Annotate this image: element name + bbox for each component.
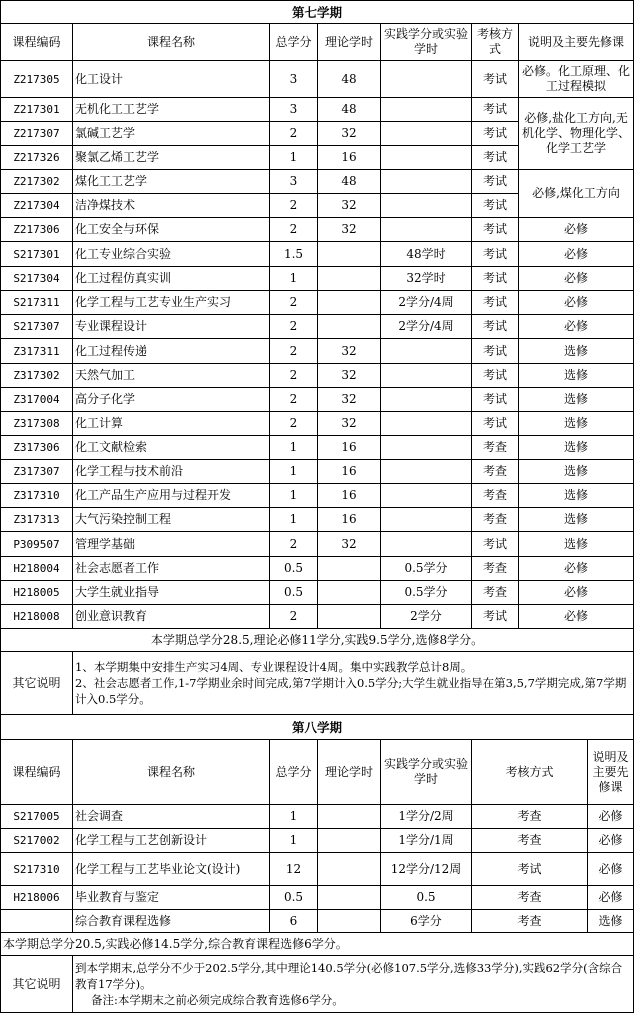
- course-code: Z317004: [1, 388, 73, 412]
- course-total-credits: 0.5: [270, 886, 318, 910]
- course-total-credits: 3: [270, 61, 318, 98]
- course-theory-hours: 16: [318, 484, 381, 508]
- course-theory-hours: [318, 557, 381, 581]
- course-total-credits: 2: [270, 291, 318, 315]
- course-name: 管理学基础: [73, 532, 270, 557]
- table-row: [1, 460, 634, 484]
- other-notes-label: 其它说明: [1, 956, 73, 1013]
- course-name: 大气污染控制工程: [73, 508, 270, 532]
- course-code: S217307: [1, 315, 73, 339]
- header-code: 课程编码: [1, 740, 73, 805]
- course-name: 煤化工工艺学: [73, 170, 270, 194]
- course-exam-method: 考查: [472, 886, 588, 910]
- course-theory-hours: 32: [318, 364, 381, 388]
- course-theory-hours: 16: [318, 146, 381, 170]
- course-practice: [381, 194, 472, 218]
- course-total-credits: 2: [270, 315, 318, 339]
- header-practice: 实践学分或实验学时: [381, 740, 472, 805]
- course-code: S217301: [1, 242, 73, 267]
- course-name: 大学生就业指导: [73, 581, 270, 605]
- course-remark: 选修: [519, 339, 634, 364]
- course-theory-hours: 32: [318, 339, 381, 364]
- course-remark: 必修,煤化工方向: [519, 170, 634, 218]
- course-theory-hours: 48: [318, 98, 381, 122]
- course-exam-method: 考试: [472, 242, 519, 267]
- course-theory-hours: 32: [318, 122, 381, 146]
- course-name: 毕业教育与鉴定: [73, 886, 270, 910]
- table-row: [1, 267, 634, 291]
- course-code: P309507: [1, 532, 73, 557]
- course-code: S217005: [1, 805, 73, 829]
- other-notes: [73, 652, 634, 715]
- course-total-credits: 1: [270, 508, 318, 532]
- course-name: 无机化工工艺学: [73, 98, 270, 122]
- course-remark: 必修: [519, 557, 634, 581]
- table-row: [1, 581, 634, 605]
- other-notes-line-1: 到本学期末,总学分不少于202.5学分,其中理论140.5学分(必修107.5学分,选修33学分),实践62学分(含综合教育17学分)。: [75, 961, 623, 991]
- course-exam-method: 考查: [472, 484, 519, 508]
- course-practice: 1学分/2周: [381, 805, 472, 829]
- other-notes-label: 其它说明: [1, 652, 73, 715]
- header-practice: 实践学分或实验学时: [381, 24, 472, 61]
- course-remark: 必修,盐化工方向,无机化学、物理化学、化学工艺学: [519, 98, 634, 170]
- course-exam-method: 考试: [472, 170, 519, 194]
- course-remark: 选修: [519, 532, 634, 557]
- course-name: 聚氯乙烯工艺学: [73, 146, 270, 170]
- course-exam-method: 考试: [472, 388, 519, 412]
- course-theory-hours: 32: [318, 532, 381, 557]
- course-exam-method: 考查: [472, 460, 519, 484]
- course-code: Z317308: [1, 412, 73, 436]
- course-name: 天然气加工: [73, 364, 270, 388]
- course-code: S217310: [1, 853, 73, 886]
- course-remark: 必修: [519, 291, 634, 315]
- course-theory-hours: 16: [318, 460, 381, 484]
- course-remark: 必修: [588, 886, 634, 910]
- course-exam-method: 考查: [472, 557, 519, 581]
- course-total-credits: 2: [270, 339, 318, 364]
- course-name: 化工安全与环保: [73, 218, 270, 242]
- course-practice: [381, 484, 472, 508]
- course-total-credits: 0.5: [270, 557, 318, 581]
- course-practice: [381, 508, 472, 532]
- course-name: 化工设计: [73, 61, 270, 98]
- course-remark: 选修: [519, 508, 634, 532]
- course-total-credits: 6: [270, 910, 318, 933]
- course-total-credits: 2: [270, 364, 318, 388]
- course-total-credits: 1: [270, 484, 318, 508]
- header-name: 课程名称: [73, 24, 270, 61]
- table-row: [1, 218, 634, 242]
- course-code: H218005: [1, 581, 73, 605]
- header-exam: 考核方式: [472, 24, 519, 61]
- course-practice: 2学分/4周: [381, 315, 472, 339]
- course-code: Z317302: [1, 364, 73, 388]
- course-total-credits: 1: [270, 436, 318, 460]
- course-theory-hours: [318, 267, 381, 291]
- course-theory-hours: [318, 242, 381, 267]
- table-row: [1, 364, 634, 388]
- course-practice: 0.5: [381, 886, 472, 910]
- semester-7-summary: 本学期总学分28.5,理论必修11学分,实践9.5学分,选修8学分。: [1, 629, 634, 652]
- table-row: [1, 484, 634, 508]
- course-exam-method: 考试: [472, 315, 519, 339]
- course-theory-hours: [318, 291, 381, 315]
- course-remark: 必修: [519, 267, 634, 291]
- course-exam-method: 考试: [472, 122, 519, 146]
- course-practice: [381, 532, 472, 557]
- course-code: Z217302: [1, 170, 73, 194]
- table-row: [1, 910, 634, 933]
- course-practice: 0.5学分: [381, 581, 472, 605]
- course-practice: [381, 436, 472, 460]
- table-row: [1, 339, 634, 364]
- course-theory-hours: 32: [318, 218, 381, 242]
- course-total-credits: 2: [270, 218, 318, 242]
- course-name: 洁净煤技术: [73, 194, 270, 218]
- course-exam-method: 考查: [472, 436, 519, 460]
- table-row: [1, 291, 634, 315]
- course-remark: 必修: [519, 242, 634, 267]
- course-theory-hours: 32: [318, 194, 381, 218]
- course-exam-method: 考试: [472, 98, 519, 122]
- course-name: 社会调查: [73, 805, 270, 829]
- course-theory-hours: [318, 853, 381, 886]
- course-code: Z317306: [1, 436, 73, 460]
- course-total-credits: 2: [270, 532, 318, 557]
- semester-8-title: 第八学期: [1, 715, 634, 740]
- course-theory-hours: 48: [318, 170, 381, 194]
- course-exam-method: 考查: [472, 508, 519, 532]
- course-practice: 32学时: [381, 267, 472, 291]
- course-code: S217311: [1, 291, 73, 315]
- course-exam-method: 考查: [472, 805, 588, 829]
- course-remark: 选修: [588, 910, 634, 933]
- course-total-credits: 1: [270, 829, 318, 853]
- course-practice: [381, 146, 472, 170]
- course-total-credits: 2: [270, 412, 318, 436]
- header-remark: 说明及主要先修课: [519, 24, 634, 61]
- other-notes: [73, 956, 634, 1013]
- course-remark: 必修: [588, 853, 634, 886]
- header-total: 总学分: [270, 740, 318, 805]
- table-row: [1, 829, 634, 853]
- course-total-credits: 2: [270, 605, 318, 629]
- course-exam-method: 考查: [472, 829, 588, 853]
- table-row: [1, 388, 634, 412]
- course-name: 化工专业综合实验: [73, 242, 270, 267]
- course-theory-hours: [318, 829, 381, 853]
- course-remark: 选修: [519, 412, 634, 436]
- course-exam-method: 考试: [472, 364, 519, 388]
- course-total-credits: 1: [270, 460, 318, 484]
- course-practice: 2学分: [381, 605, 472, 629]
- course-name: 化学工程与工艺创新设计: [73, 829, 270, 853]
- course-remark: 选修: [519, 436, 634, 460]
- course-code: H218004: [1, 557, 73, 581]
- course-practice: [381, 98, 472, 122]
- course-total-credits: 3: [270, 170, 318, 194]
- course-theory-hours: [318, 910, 381, 933]
- course-exam-method: 考试: [472, 853, 588, 886]
- course-exam-method: 考试: [472, 194, 519, 218]
- course-remark: 必修: [519, 605, 634, 629]
- semester-8-summary: 本学期总学分20.5,实践必修14.5学分,综合教育课程选修6学分。: [1, 933, 634, 956]
- header-exam: 考核方式: [472, 740, 588, 805]
- course-name: 社会志愿者工作: [73, 557, 270, 581]
- course-practice: [381, 170, 472, 194]
- course-total-credits: 1: [270, 267, 318, 291]
- course-remark: 选修: [519, 460, 634, 484]
- course-remark: 必修: [588, 805, 634, 829]
- course-exam-method: 考试: [472, 339, 519, 364]
- course-practice: 0.5学分: [381, 557, 472, 581]
- course-remark: 选修: [519, 484, 634, 508]
- course-total-credits: 1: [270, 805, 318, 829]
- course-name: 氯碱工艺学: [73, 122, 270, 146]
- course-theory-hours: 32: [318, 388, 381, 412]
- header-code: 课程编码: [1, 24, 73, 61]
- course-exam-method: 考查: [472, 910, 588, 933]
- course-code: Z217307: [1, 122, 73, 146]
- course-practice: [381, 460, 472, 484]
- course-total-credits: 2: [270, 388, 318, 412]
- course-exam-method: 考试: [472, 291, 519, 315]
- table-row: [1, 853, 634, 886]
- course-name: 专业课程设计: [73, 315, 270, 339]
- course-practice: 48学时: [381, 242, 472, 267]
- table-row: [1, 170, 634, 194]
- table-row: [1, 508, 634, 532]
- course-name: 化学工程与工艺毕业论文(设计): [73, 853, 270, 886]
- course-remark: 必修: [519, 315, 634, 339]
- course-practice: 1学分/1周: [381, 829, 472, 853]
- course-code: Z217305: [1, 61, 73, 98]
- other-notes-line-2: 2、社会志愿者工作,1-7学期业余时间完成,第7学期计入0.5学分;大学生就业指导在第3,5,7学期完成,第7学期计入0.5学分。: [75, 676, 627, 706]
- course-total-credits: 0.5: [270, 581, 318, 605]
- course-name: 化工文献检索: [73, 436, 270, 460]
- course-exam-method: 考试: [472, 61, 519, 98]
- course-exam-method: 考查: [472, 581, 519, 605]
- course-practice: [381, 122, 472, 146]
- header-name: 课程名称: [73, 740, 270, 805]
- course-remark: 必修: [588, 829, 634, 853]
- course-code: Z217326: [1, 146, 73, 170]
- course-practice: 12学分/12周: [381, 853, 472, 886]
- other-notes-line-2: 备注:本学期末之前必须完成综合教育选修6学分。: [91, 993, 344, 1007]
- course-name: 化学工程与技术前沿: [73, 460, 270, 484]
- course-total-credits: 1: [270, 146, 318, 170]
- header-theory: 理论学时: [318, 24, 381, 61]
- course-total-credits: 3: [270, 98, 318, 122]
- course-remark: 必修: [519, 581, 634, 605]
- header-total: 总学分: [270, 24, 318, 61]
- course-name: 化学工程与工艺专业生产实习: [73, 291, 270, 315]
- course-code: Z217304: [1, 194, 73, 218]
- course-practice: [381, 339, 472, 364]
- course-name: 化工过程仿真实训: [73, 267, 270, 291]
- course-practice: [381, 61, 472, 98]
- table-row: [1, 315, 634, 339]
- course-practice: [381, 388, 472, 412]
- course-theory-hours: [318, 581, 381, 605]
- course-exam-method: 考试: [472, 532, 519, 557]
- course-theory-hours: 48: [318, 61, 381, 98]
- course-name: 化工过程传递: [73, 339, 270, 364]
- table-row: [1, 242, 634, 267]
- course-theory-hours: 32: [318, 412, 381, 436]
- course-code: S217002: [1, 829, 73, 853]
- course-code: Z317313: [1, 508, 73, 532]
- table-row: [1, 98, 634, 122]
- course-code: Z217301: [1, 98, 73, 122]
- course-exam-method: 考试: [472, 146, 519, 170]
- course-theory-hours: [318, 805, 381, 829]
- table-row: [1, 412, 634, 436]
- course-theory-hours: [318, 605, 381, 629]
- course-name: 创业意识教育: [73, 605, 270, 629]
- course-code: Z317311: [1, 339, 73, 364]
- course-total-credits: 2: [270, 194, 318, 218]
- course-code: S217304: [1, 267, 73, 291]
- table-row: [1, 61, 634, 98]
- course-remark: 必修: [519, 218, 634, 242]
- course-theory-hours: 16: [318, 436, 381, 460]
- other-notes-line-1: 1、本学期集中安排生产实习4周、专业课程设计4周。集中实践教学总计8周。: [75, 660, 473, 674]
- course-name: 化工计算: [73, 412, 270, 436]
- course-name: 化工产品生产应用与过程开发: [73, 484, 270, 508]
- course-code: Z317310: [1, 484, 73, 508]
- semester-7-title: 第七学期: [1, 1, 634, 24]
- header-remark: 说明及主要先修课: [588, 740, 634, 805]
- course-exam-method: 考试: [472, 605, 519, 629]
- table-row: [1, 532, 634, 557]
- course-practice: [381, 412, 472, 436]
- table-row: [1, 805, 634, 829]
- course-code: [1, 910, 73, 933]
- course-name: 综合教育课程选修: [73, 910, 270, 933]
- course-practice: 2学分/4周: [381, 291, 472, 315]
- course-code: Z317307: [1, 460, 73, 484]
- course-remark: 选修: [519, 364, 634, 388]
- course-practice: 6学分: [381, 910, 472, 933]
- table-row: [1, 605, 634, 629]
- course-total-credits: 1.5: [270, 242, 318, 267]
- course-code: H218006: [1, 886, 73, 910]
- course-remark: 必修。化工原理、化工过程模拟: [519, 61, 634, 98]
- course-exam-method: 考试: [472, 412, 519, 436]
- table-row: [1, 557, 634, 581]
- course-theory-hours: [318, 886, 381, 910]
- course-total-credits: 12: [270, 853, 318, 886]
- course-theory-hours: 16: [318, 508, 381, 532]
- course-code: H218008: [1, 605, 73, 629]
- table-row: [1, 436, 634, 460]
- course-exam-method: 考试: [472, 218, 519, 242]
- course-practice: [381, 364, 472, 388]
- course-name: 高分子化学: [73, 388, 270, 412]
- course-theory-hours: [318, 315, 381, 339]
- course-remark: 选修: [519, 388, 634, 412]
- course-practice: [381, 218, 472, 242]
- course-code: Z217306: [1, 218, 73, 242]
- table-row: [1, 886, 634, 910]
- header-theory: 理论学时: [318, 740, 381, 805]
- course-exam-method: 考试: [472, 267, 519, 291]
- course-total-credits: 2: [270, 122, 318, 146]
